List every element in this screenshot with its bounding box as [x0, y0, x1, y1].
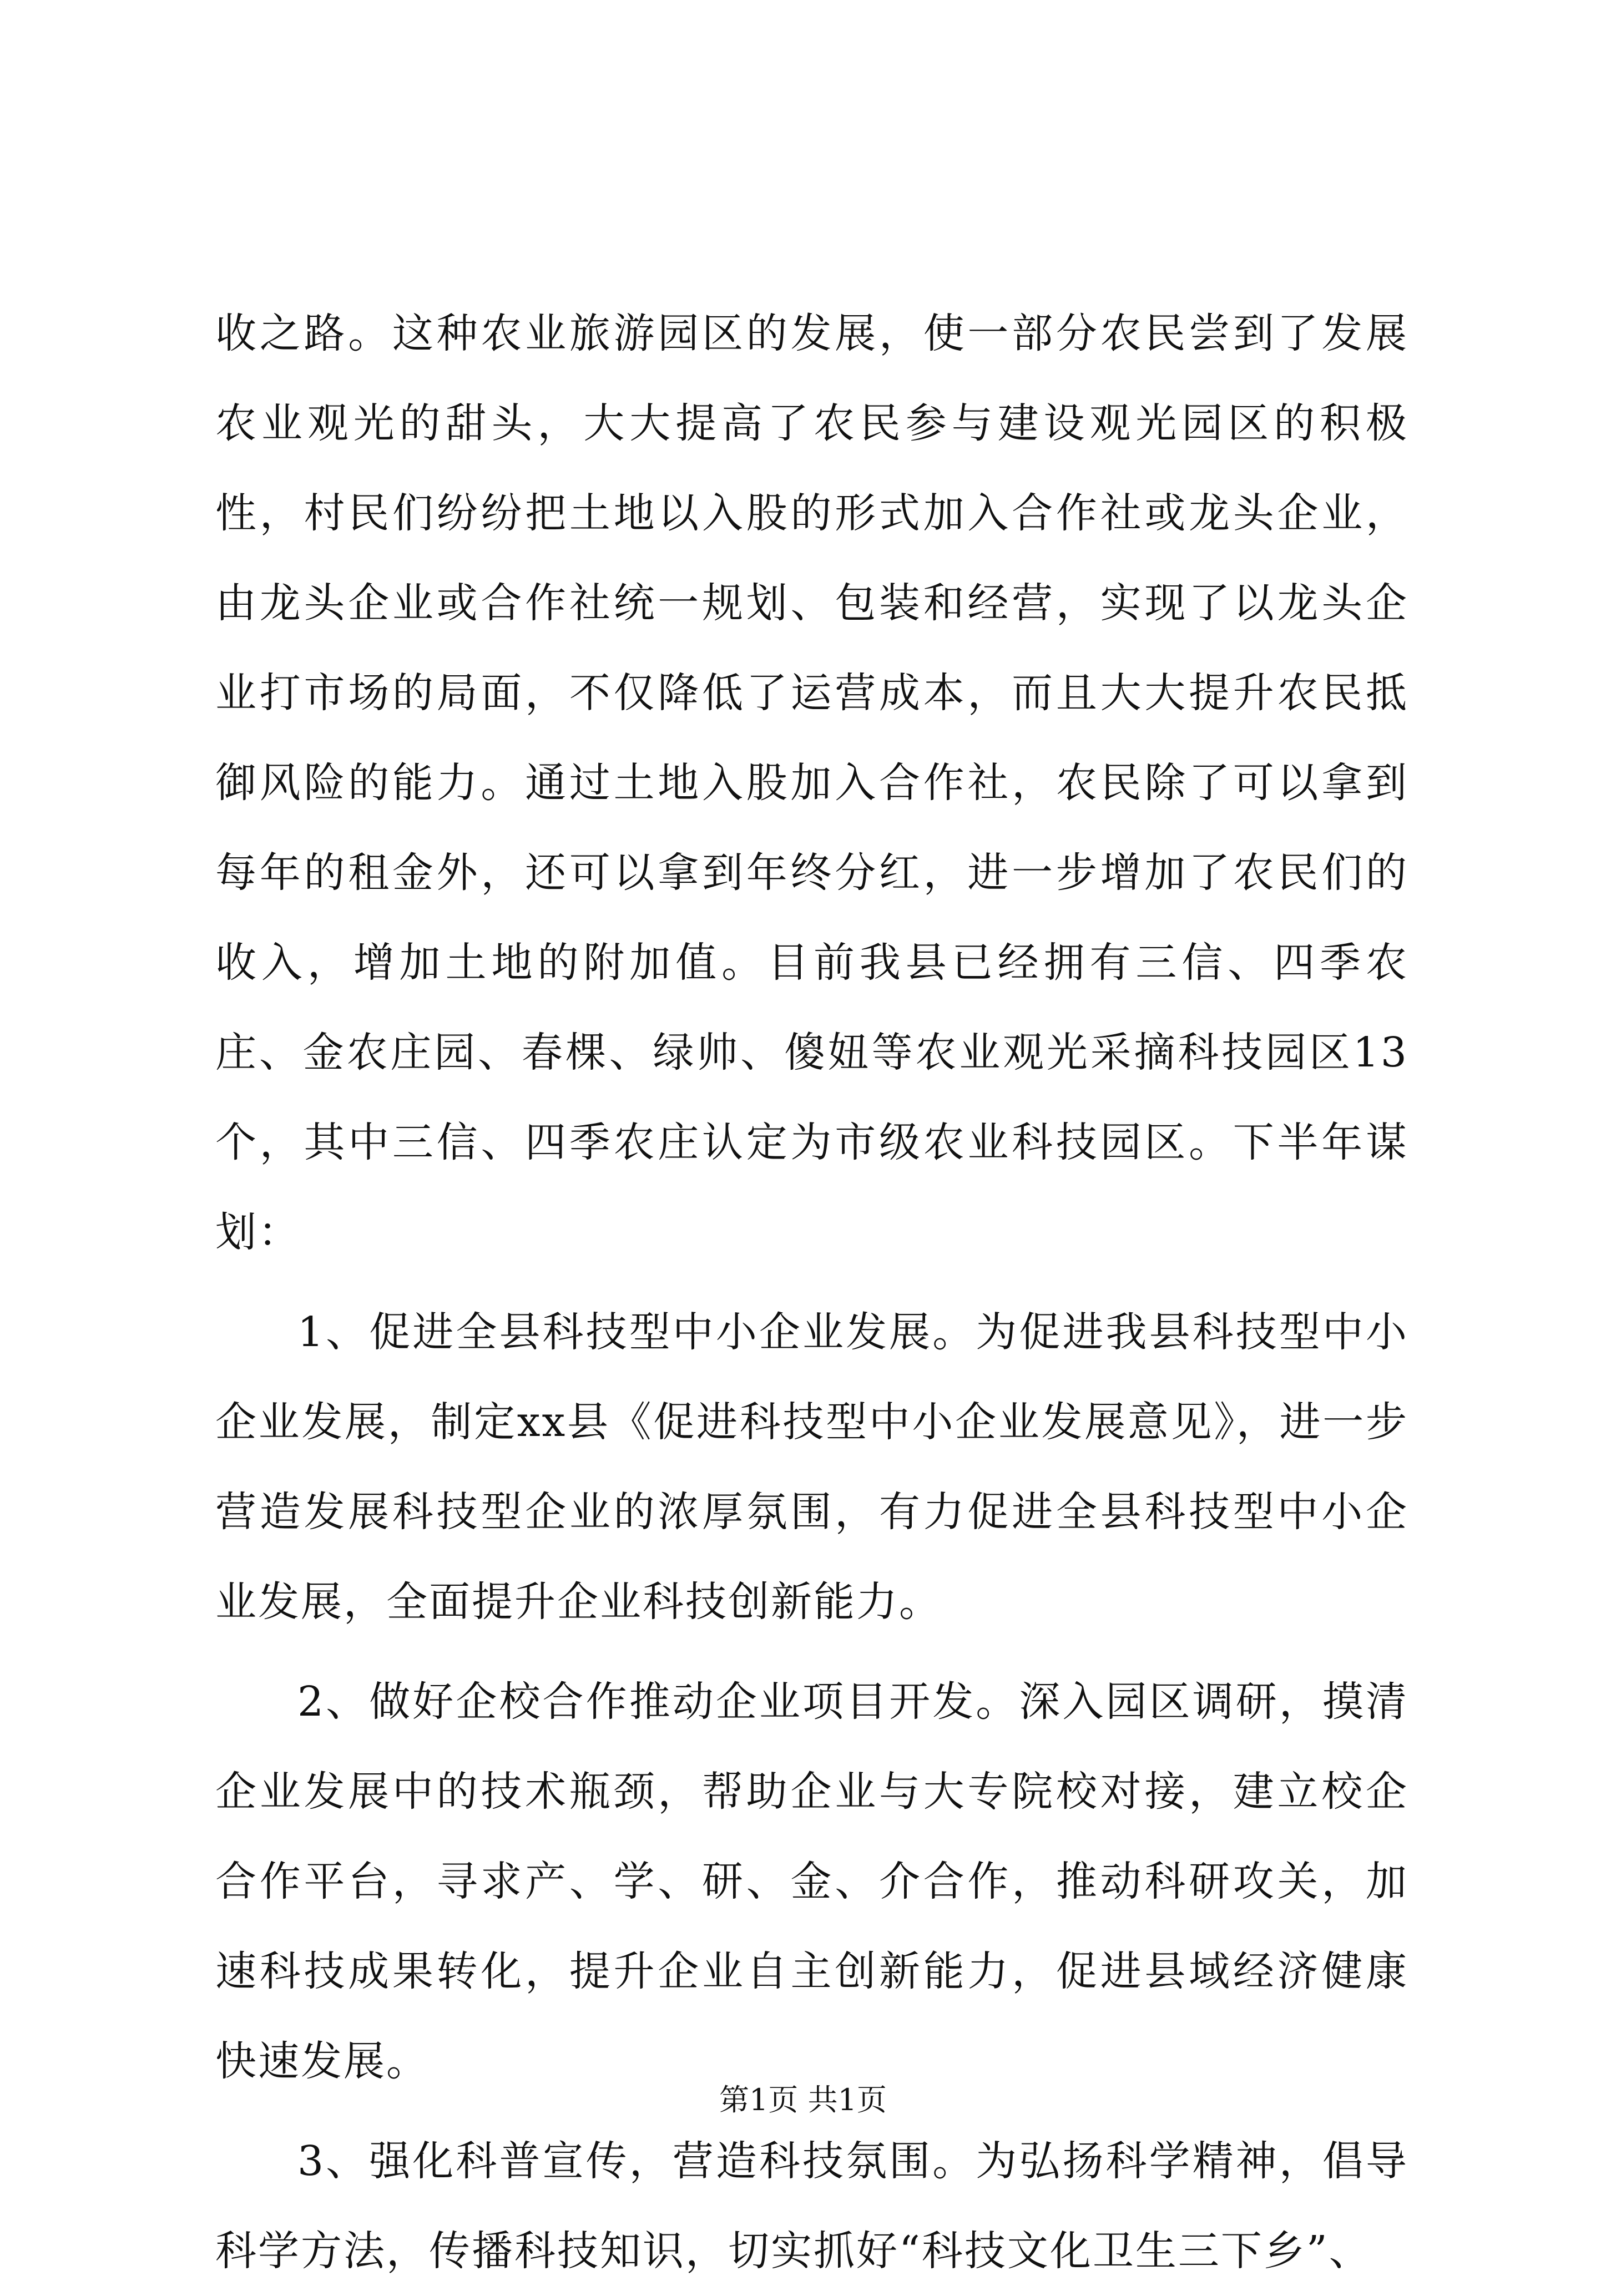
- page-footer: 第1页 共1页: [719, 2082, 887, 2117]
- paragraph-item-2: 2、做好企校合作推动企业项目开发。深入园区调研，摸清企业发展中的技术瓶颈，帮助企业与大专院校对接，建立校企合作平台，寻求产、学、研、金、介合作，推动科研攻关，加速科技成果转化，提升企业自主创新能力，促进县域经济健康快速发展。: [215, 1678, 1408, 2085]
- paragraph-continuation: 收之路。这种农业旅游园区的发展，使一部分农民尝到了发展农业观光的甜头，大大提高了农民参与建设观光园区的积极性，村民们纷纷把土地以入股的形式加入合作社或龙头企业，由龙头企业或合作社统一规划、包装和经营，实现了以龙头企业打市场的局面，不仅降低了运营成本，而且大大提升农民抵御风险的能力。通过土地入股加入合作社，农民除了可以拿到每年的租金外，还可以拿到年终分红，进一步增加了农民们的收入，增加土地的附加值。目前我县已经拥有三信、四季农庄、金农庄园、春棵、绿帅、傻妞等农业观光采摘科技园区13个，其中三信、四季农庄认定为市级农业科技园区。下半年谋划：: [215, 310, 1408, 1256]
- paragraph-item-3: 3、强化科普宣传，营造科技氛围。为弘扬科学精神，倡导科学方法，传播科技知识，切实抓好“科技文化卫生三下乡”、: [215, 2137, 1408, 2275]
- paragraph-item-1: 1、促进全县科技型中小企业发展。为促进我县科技型中小企业发展，制定xx县《促进科技型中小企业发展意见》，进一步营造发展科技型企业的浓厚氛围，有力促进全县科技型中小企业发展，全面提升企业科技创新能力。: [215, 1308, 1408, 1626]
- document-body: [215, 289, 1408, 2296]
